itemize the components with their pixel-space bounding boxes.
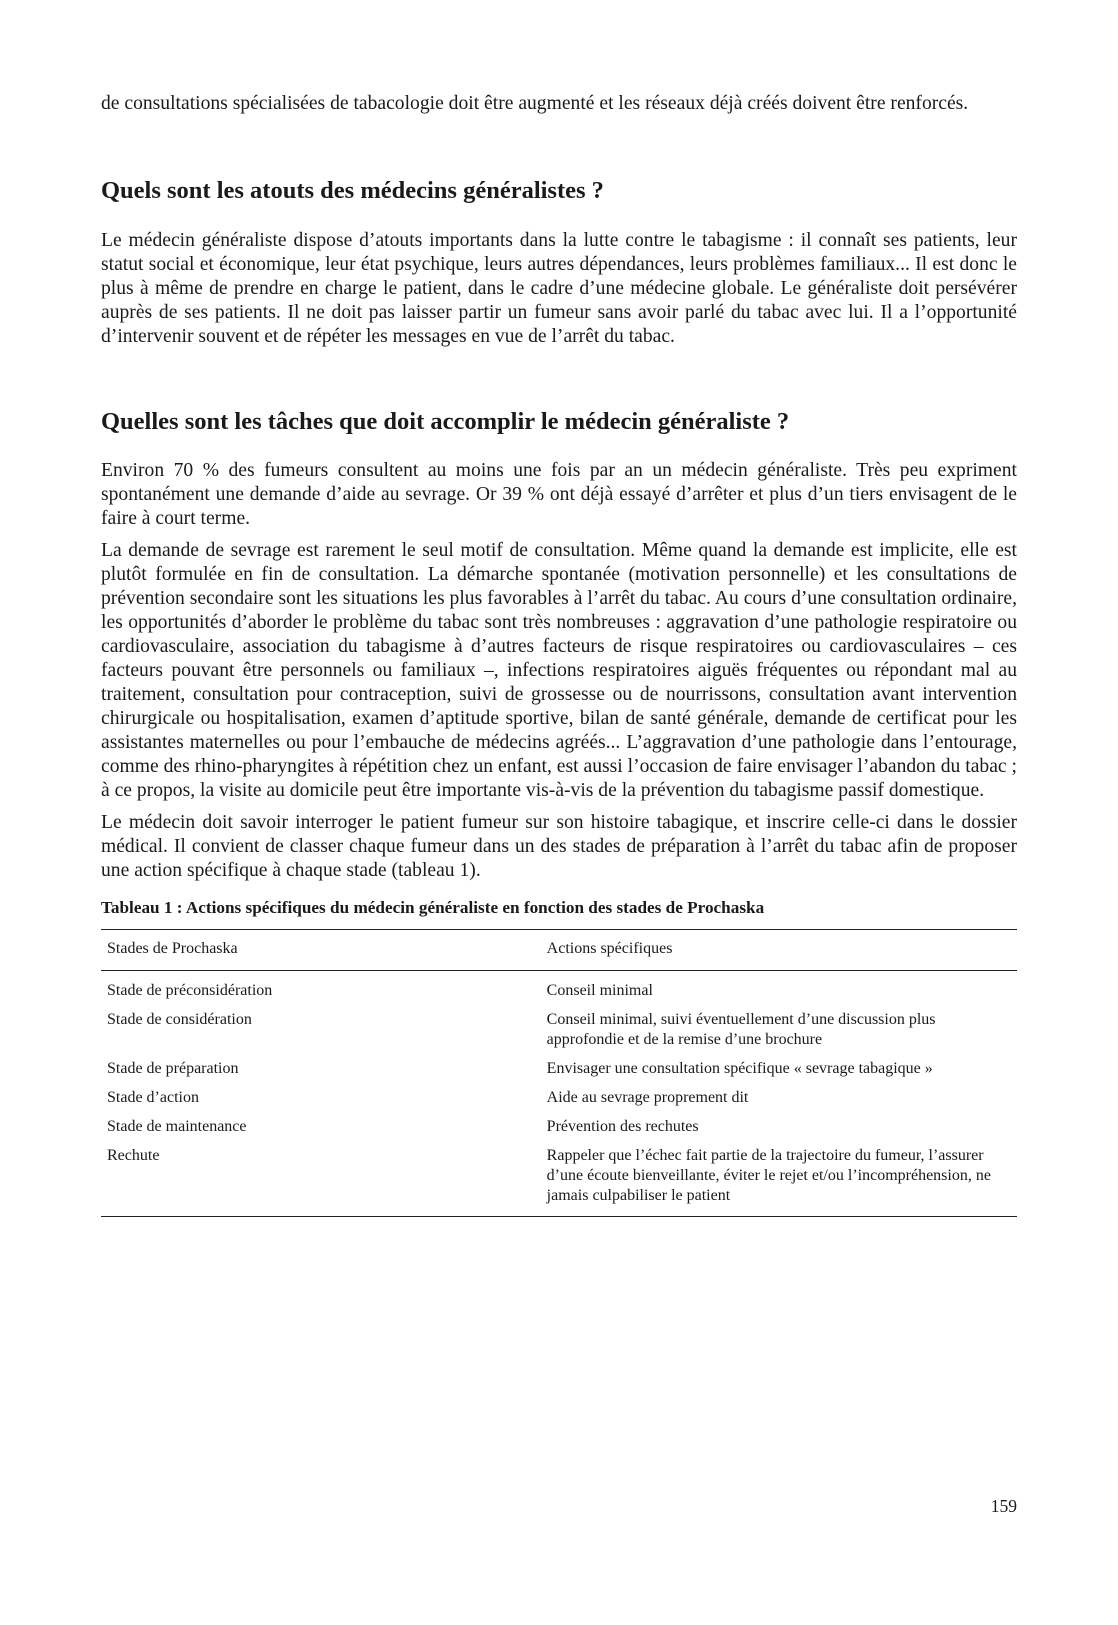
table-cell-stade: Stade d’action xyxy=(107,1089,199,1106)
table-cell-stade: Stade de préconsidération xyxy=(107,982,273,999)
table-cell-stade: Stade de préparation xyxy=(107,1060,239,1077)
paragraph-atouts: Le médecin généraliste dispose d’atouts importants dans la lutte contre le tabagisme : il connaît ses patients, leur statut social et économique, leur état psychique, leurs autres dépendances, leurs problèmes familiaux... Il est donc le plus à même de prendre en charge le patient, dans le cadre d’une médecine globale. Le généraliste doit persévérer auprès de ses patients. Il ne doit pas laisser partir un fumeur sans avoir parlé du tabac avec lui. Il a l’opportunité d’intervenir souvent et de répéter les messages en vue de l’arrêt du tabac. xyxy=(101,230,1017,347)
table-cell-action: Aide au sevrage proprement dit xyxy=(546,1089,749,1106)
table-cell-action: Rappeler que l’échec fait partie de la trajectoire du fumeur, l’assurer d’une écoute bienveillante, éviter le rejet et/ou l’incompréhension, ne jamais culpabiliser le patient xyxy=(546,1147,991,1204)
table-cell-action: Conseil minimal xyxy=(546,982,653,999)
table-row xyxy=(101,1007,1017,1056)
prochaska-table xyxy=(101,929,1017,1217)
table-cell-stade: Rechute xyxy=(107,1147,160,1164)
table-cell-action: Prévention des rechutes xyxy=(546,1118,699,1135)
table-header-row xyxy=(101,930,1017,971)
section-heading-atouts: Quels sont les atouts des médecins généralistes ? xyxy=(101,177,604,204)
table-header-stades: Stades de Prochaska xyxy=(101,930,541,971)
table-cell-action: Conseil minimal, suivi éventuellement d’une discussion plus approfondie et de la remise d’une brochure xyxy=(546,1011,936,1048)
table-row xyxy=(101,1085,1017,1114)
paragraph-taches-3: Le médecin doit savoir interroger le patient fumeur sur son histoire tabagique, et inscrire celle-ci dans le dossier médical. Il convient de classer chaque fumeur dans un des stades de préparation à l’arrêt du tabac afin de proposer une action spécifique à chaque stade (tableau 1). xyxy=(101,812,1017,881)
table-header-actions: Actions spécifiques xyxy=(541,930,1017,971)
page-number: 159 xyxy=(990,1496,1017,1516)
paragraph-taches-2: La demande de sevrage est rarement le seul motif de consultation. Même quand la demande est implicite, elle est plutôt formulée en fin de consultation. La démarche spontanée (motivation personnelle) et les consultations de prévention secondaire sont les situations les plus favorables à l’arrêt du tabac. Au cours d’une consultation ordinaire, les opportunités d’aborder le problème du tabac sont très nombreuses : aggravation d’une pathologie respiratoire ou cardiovasculaire, association du tabagisme à d’autres facteurs de risque respiratoires ou cardiovasculaires – ces facteurs pouvant être personnels ou familiaux –, infections respiratoires aiguës fréquentes ou répondant mal au traitement, consultation pour contraception, suivi de grossesse ou de nourrissons, consultation avant intervention chirurgicale ou hospitalisation, examen d’aptitude sportive, bilan de santé générale, demande de certificat pour les assistantes maternelles ou pour l’embauche de médecins agréés... L’aggravation d’une pathologie dans l’entourage, comme des rhino-pharyngites à répétition chez un enfant, est aussi l’occasion de faire envisager l’abandon du tabac ; à ce propos, la visite au domicile peut être importante vis-à-vis de la prévention du tabagisme passif domestique. xyxy=(101,540,1017,801)
intro-paragraph: de consultations spécialisées de tabacologie doit être augmenté et les réseaux déjà créés doivent être renforcés. xyxy=(101,93,969,114)
table-row xyxy=(101,971,1017,1008)
table-cell-stade: Stade de maintenance xyxy=(107,1118,247,1135)
table-row xyxy=(101,1056,1017,1085)
section-heading-taches: Quelles sont les tâches que doit accomplir le médecin généraliste ? xyxy=(101,408,790,435)
table-cell-stade: Stade de considération xyxy=(107,1011,252,1028)
paragraph-taches-1: Environ 70 % des fumeurs consultent au moins une fois par an un médecin généraliste. Très peu expriment spontanément une demande d’aide au sevrage. Or 39 % ont déjà essayé d’arrêter et plus d’un tiers envisagent de le faire à court terme. xyxy=(101,460,1017,529)
table-cell-action: Envisager une consultation spécifique « sevrage tabagique » xyxy=(546,1060,933,1077)
document-page xyxy=(101,92,1017,1217)
table-row xyxy=(101,1143,1017,1217)
table-caption: Tableau 1 : Actions spécifiques du médecin généraliste en fonction des stades de Prochaska xyxy=(101,898,765,917)
table-row xyxy=(101,1114,1017,1143)
